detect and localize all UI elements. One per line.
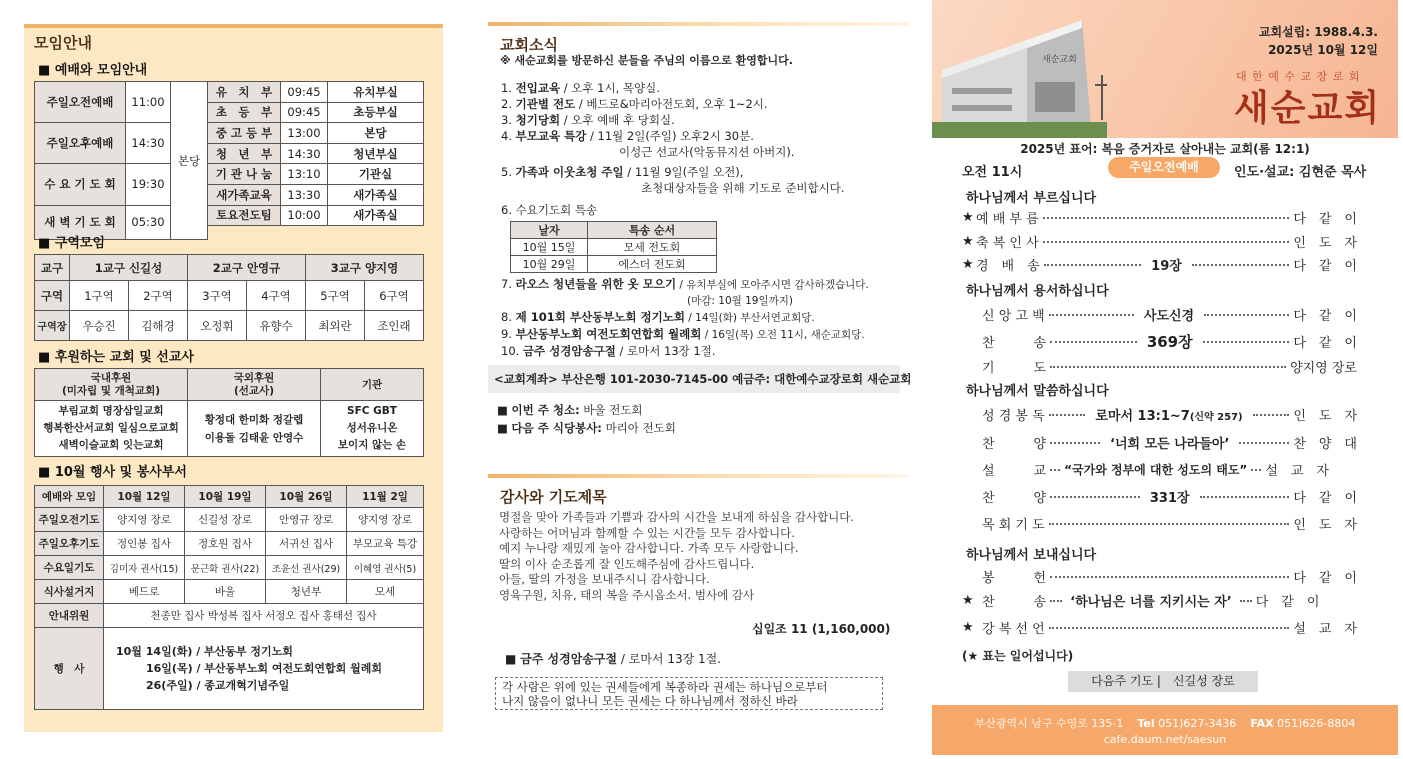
news-item: 1. 전입교육 / 오후 1시, 목양실. bbox=[501, 81, 660, 95]
district-header: 교구 bbox=[35, 255, 70, 281]
prayer-list bbox=[499, 510, 854, 603]
duty-header: 10월 26일 bbox=[266, 486, 347, 508]
song-team: 에스더 전도회 bbox=[588, 256, 717, 273]
building-sign: 새순교회 bbox=[1042, 55, 1077, 65]
district-header: 3교구 양지영 bbox=[306, 255, 424, 281]
district-cell: 최외란 bbox=[306, 311, 365, 341]
service-badge: 주일오전예배 bbox=[1108, 157, 1220, 178]
top-accent-line bbox=[488, 474, 908, 478]
group-time: 13:00 bbox=[281, 123, 328, 144]
district-cell: 1구역 bbox=[70, 281, 129, 311]
news-item: (마감: 10월 19일까지) bbox=[687, 295, 793, 307]
group-name: 기 관 나 눔 bbox=[208, 164, 281, 185]
order-section-heading: 하나님께서 말씀하십니다 bbox=[966, 384, 1109, 399]
order-section-heading: 하나님께서 보내십니다 bbox=[966, 548, 1097, 563]
song-team: 모세 전도회 bbox=[588, 239, 717, 256]
memory-verse-box: 각 사람은 위에 있는 권세들에게 복종하라 권세는 하나님으로부터 나지 않음이 없나니 모든 권세는 다 하나님께서 정하신 바라 bbox=[495, 677, 883, 710]
founded-date: 교회설립: 1988.4.3. bbox=[1258, 25, 1378, 39]
support-table bbox=[34, 368, 424, 457]
order-section-heading: 하나님께서 부르십니다 bbox=[966, 191, 1097, 206]
worship-item: 신 앙 고 백 사도신경 다 같 이 bbox=[982, 309, 1357, 324]
duty-cell: 조윤선 권사(29) bbox=[266, 556, 347, 580]
domestic-support: 부림교회 명장삼일교회 행복한산서교회 일심으로교회 새벽이슬교회 잇는교회 bbox=[35, 401, 188, 457]
event-item: 10월 14일(화) / 부산동부 정기노회 bbox=[116, 645, 293, 658]
news-item: 4. 부모교육 특강 / 11월 2일(주일) 오후2시 30분. bbox=[501, 129, 754, 143]
worship-item: 찬 양 331장 다 같 이 bbox=[982, 491, 1358, 506]
worship-item: 찬 양 ‘너희 모든 나라들아’ 찬 양 대 bbox=[982, 437, 1357, 452]
order-section-heading: 하나님께서 용서하십니다 bbox=[966, 284, 1109, 299]
song-date: 10월 15일 bbox=[511, 239, 588, 256]
preacher: 인도·설교: 김현준 목사 bbox=[1234, 165, 1367, 180]
row-label: 구역장 bbox=[35, 311, 70, 341]
service-name: 새 벽 기 도 회 bbox=[35, 205, 126, 240]
prayer-item: 명절을 맞아 가족들과 기쁨과 감사의 시간을 보내게 하심을 감사합니다. bbox=[499, 510, 855, 524]
group-time: 13:10 bbox=[281, 164, 328, 185]
district-cell: 유향수 bbox=[247, 311, 306, 341]
service-time: 11:00 bbox=[126, 82, 171, 123]
worship-item: 목 회 기 도 인 도 자 bbox=[982, 518, 1357, 533]
news-item: 초청대상자들을 위해 기도로 준비합시다. bbox=[641, 181, 845, 195]
place-cell: 본당 bbox=[171, 82, 208, 240]
tel: 051)627-3436 bbox=[1158, 717, 1237, 730]
duty-cell: 청년부 bbox=[266, 580, 347, 604]
duty-cell: 부모교육 특강 bbox=[347, 532, 424, 556]
events-cell bbox=[104, 628, 424, 710]
prayer-item: 예지 누나랑 재밌게 놀아 감사합니다. 가족 모두 사랑합니다. bbox=[499, 541, 799, 555]
top-accent-line bbox=[24, 24, 443, 28]
duty-cell: 안영규 장로 bbox=[266, 508, 347, 532]
duty-label: 수요일기도 bbox=[35, 556, 104, 580]
service-name: 수 요 기 도 회 bbox=[35, 164, 126, 205]
address: 부산광역시 남구 수영로 135-1 bbox=[974, 717, 1124, 730]
standing-note: (★ 표는 일어섭니다) bbox=[962, 649, 1074, 663]
next-prayer: 다음주 기도 | 신길성 장로 bbox=[1068, 671, 1258, 692]
church-account: <교회계좌> 부산은행 101-2030-7145-00 예금주: 대한예수교장로회 새순교회 bbox=[488, 365, 900, 393]
district-header: 2교구 안영규 bbox=[188, 255, 306, 281]
duty-header: 10월 19일 bbox=[185, 486, 266, 508]
duty-cell: 서귀선 집사 bbox=[266, 532, 347, 556]
group-time: 09:45 bbox=[281, 82, 328, 103]
duty-header: 11월 2일 bbox=[347, 486, 424, 508]
news-item: 8. 제 101회 부산동부노회 정기노회 / 14일(화) 부산서연교회당. bbox=[501, 310, 815, 324]
group-time: 14:30 bbox=[281, 143, 328, 164]
group-place: 기관실 bbox=[328, 164, 424, 185]
footer-contact bbox=[932, 705, 1398, 755]
prayer-item: 아들, 딸의 가정을 보내주시니 감사합니다. bbox=[499, 572, 710, 586]
district-cell: 6구역 bbox=[365, 281, 424, 311]
song-header: 날자 bbox=[511, 222, 588, 239]
header-banner bbox=[932, 0, 1398, 138]
group-name: 유 치 부 bbox=[208, 82, 281, 103]
district-table bbox=[34, 254, 424, 341]
duty-cell: 양지영 장로 bbox=[347, 508, 424, 532]
duty-label: 식사설거지 bbox=[35, 580, 104, 604]
group-place: 초등부실 bbox=[328, 102, 424, 123]
left-panel bbox=[24, 24, 443, 732]
news-list-2 bbox=[501, 276, 901, 359]
worship-item: ★ 예 배 부 름 다 같 이 bbox=[962, 210, 1357, 227]
guide-members: 천종만 집사 박성복 집사 서정오 집사 홍태선 집사 bbox=[104, 604, 424, 628]
church-name: 새순교회 bbox=[1234, 88, 1382, 129]
section-heading: ■ 예배와 모임안내 bbox=[38, 59, 147, 78]
prayer-item: 딸의 이사 순조롭게 잘 인도해주심에 감사드립니다. bbox=[499, 556, 755, 571]
row-label: 구역 bbox=[35, 281, 70, 311]
news-item: 5. 가족과 이웃초청 주일 / 11월 9일(주일 오전), bbox=[501, 165, 744, 179]
group-place: 새가족실 bbox=[328, 184, 424, 205]
worship-item: 찬 송 369장 다 같 이 bbox=[982, 333, 1357, 351]
worship-item: 성 경 봉 독 로마서 13:1~7(신약 257) 인 도 자 bbox=[982, 409, 1358, 424]
service-time: 19:30 bbox=[126, 164, 171, 205]
duty-cell: 모세 bbox=[347, 580, 424, 604]
special-song-table bbox=[510, 221, 717, 273]
group-place: 청년부실 bbox=[328, 143, 424, 164]
song-date: 10월 29일 bbox=[511, 256, 588, 273]
district-cell: 우승진 bbox=[70, 311, 129, 341]
song-header: 특송 순서 bbox=[588, 222, 717, 239]
news-list bbox=[501, 80, 901, 218]
support-header: 국외후원 (선교사) bbox=[188, 369, 321, 401]
duty-header: 예배와 모임 bbox=[35, 486, 104, 508]
group-place: 본당 bbox=[328, 123, 424, 144]
news-item: 6. 수요기도회 특송 bbox=[501, 203, 598, 217]
district-cell: 5구역 bbox=[306, 281, 365, 311]
church-building-image bbox=[932, 10, 1107, 138]
support-header: 국내후원 (미자립 및 개척교회) bbox=[35, 369, 188, 401]
group-time: 09:45 bbox=[281, 102, 328, 123]
service-time: 오전 11시 bbox=[962, 165, 1023, 180]
news-item: 7. 라오스 청년들을 위한 옷 모으기 / 유치부실에 모아주시면 감사하겠습니다. bbox=[501, 277, 869, 291]
foreign-support: 황정대 한미화 정갈렙 이용돌 김태윤 안영수 bbox=[188, 401, 321, 457]
tithe-total: 십일조 11 (1,160,000) bbox=[752, 622, 891, 636]
duty-label: 주일오전기도 bbox=[35, 508, 104, 532]
service-name: 주일오전예배 bbox=[35, 82, 126, 123]
district-header: 1교구 신길성 bbox=[70, 255, 188, 281]
meal-duty: ■ 다음 주 식당봉사: 마리아 전도회 bbox=[497, 421, 676, 435]
group-time: 13:30 bbox=[281, 184, 328, 205]
duty-cell: 김미자 권사(15) bbox=[104, 556, 185, 580]
worship-item: 기 도 양지영 장로 bbox=[982, 361, 1357, 376]
support-header: 기관 bbox=[321, 369, 424, 401]
event-item: 16일(목) / 부산동부노회 여전도회연합회 월례회 bbox=[146, 662, 382, 675]
bulletin-date: 2025년 10월 12일 bbox=[1268, 43, 1378, 57]
panel-title: 모임안내 bbox=[34, 34, 92, 52]
duty-cell: 신길성 장로 bbox=[185, 508, 266, 532]
news-item: 3. 청기당회 / 오후 예배 후 당회실. bbox=[501, 113, 675, 127]
duty-cell: 바울 bbox=[185, 580, 266, 604]
prayer-item: 영육구원, 치유, 태의 복을 주시옵소서. 범사에 감사 bbox=[499, 587, 755, 602]
group-name: 토요전도팀 bbox=[208, 205, 281, 226]
district-cell: 오정휘 bbox=[188, 311, 247, 341]
district-cell: 3구역 bbox=[188, 281, 247, 311]
duty-cell: 이혜영 권사(5) bbox=[347, 556, 424, 580]
event-item: 26(주일) / 종교개혁기념주일 bbox=[146, 679, 290, 692]
worship-item: 봉 헌 다 같 이 bbox=[982, 571, 1357, 586]
duty-cell: 정인봉 집사 bbox=[104, 532, 185, 556]
group-place: 새가족실 bbox=[328, 205, 424, 226]
service-name: 주일오후예배 bbox=[35, 123, 126, 164]
news-item: 9. 부산동부노회 여전도회연합회 월례회 / 16일(목) 오전 11시, 새순교회당. bbox=[501, 327, 865, 341]
fax: 051)626-8804 bbox=[1277, 717, 1356, 730]
welcome-text: ※ 새순교회를 방문하신 분들을 주님의 이름으로 환영합니다. bbox=[500, 54, 793, 67]
contact-line: 부산광역시 남구 수영로 135-1 Tel 051)627-3436 FAX 051)626-8804 bbox=[974, 717, 1356, 730]
worship-item: ★ 경 배 송 19장 다 같 이 bbox=[962, 257, 1357, 274]
service-time: 05:30 bbox=[126, 205, 171, 240]
news-title: 교회소식 bbox=[500, 36, 558, 54]
group-name: 청 년 부 bbox=[208, 143, 281, 164]
district-cell: 김해경 bbox=[129, 311, 188, 341]
group-time: 10:00 bbox=[281, 205, 328, 226]
service-table bbox=[34, 81, 424, 240]
group-name: 초 등 부 bbox=[208, 102, 281, 123]
duty-cell: 베드로 bbox=[104, 580, 185, 604]
news-item: 2. 기관별 전도 / 베드로&마리아전도회, 오후 1~2시. bbox=[501, 97, 768, 111]
group-name: 중 고 등 부 bbox=[208, 123, 281, 144]
yearly-motto: 2025년 표어: 복음 증거자로 살아내는 교회(롬 12:1) bbox=[1020, 142, 1310, 156]
district-cell: 4구역 bbox=[247, 281, 306, 311]
worship-item: ★ 찬 송 ‘하나님은 너를 지키시는 자’ 다 같 이 bbox=[962, 593, 1320, 610]
district-cell: 조인래 bbox=[365, 311, 424, 341]
top-accent-line bbox=[488, 22, 908, 26]
duty-cell: 양지영 장로 bbox=[104, 508, 185, 532]
duty-table bbox=[34, 485, 424, 710]
prayer-item: 사랑하는 어머님과 함께할 수 있는 시간들 모두 감사합니다. bbox=[499, 525, 795, 540]
district-cell: 2구역 bbox=[129, 281, 188, 311]
group-name: 새가족교육 bbox=[208, 184, 281, 205]
news-item: 10. 금주 성경암송구절 / 로마서 13장 1절. bbox=[501, 344, 716, 358]
section-heading: ■ 후원하는 교회 및 선교사 bbox=[38, 346, 194, 365]
duty-label: 주일오후기도 bbox=[35, 532, 104, 556]
duty-cell: 문근화 권사(22) bbox=[185, 556, 266, 580]
org-support: SFC GBT 성서유니온 보이지 않는 손 bbox=[321, 401, 424, 457]
news-item: 이성근 선교사(악동뮤지션 아버지). bbox=[619, 145, 795, 159]
worship-item: 설 교 “국가와 정부에 대한 성도의 태도” 설 교 자 bbox=[982, 463, 1329, 479]
denomination: 대 한 예 수 교 장 로 회 bbox=[1236, 70, 1361, 83]
group-place: 유치부실 bbox=[328, 82, 424, 103]
cleaning-duty: ■ 이번 주 청소: 바울 전도회 bbox=[497, 403, 643, 417]
duty-label: 안내위원 bbox=[35, 604, 104, 628]
cafe-link[interactable]: cafe.daum.net/saesun bbox=[1103, 733, 1227, 746]
section-heading: ■ 구역모임 bbox=[38, 232, 105, 251]
service-time: 14:30 bbox=[126, 123, 171, 164]
worship-item: ★ 강 복 선 언 설 교 자 bbox=[962, 620, 1357, 637]
memory-verse-heading: ■ 금주 성경암송구절 / 로마서 13장 1절. bbox=[505, 652, 722, 666]
section-heading: ■ 10월 행사 및 봉사부서 bbox=[38, 461, 187, 480]
duty-label: 행 사 bbox=[35, 628, 104, 710]
worship-item: ★ 축 복 인 사 인 도 자 bbox=[962, 234, 1357, 251]
duty-cell: 정호원 집사 bbox=[185, 532, 266, 556]
duty-header: 10월 12일 bbox=[104, 486, 185, 508]
prayer-title: 감사와 기도제목 bbox=[500, 488, 607, 506]
